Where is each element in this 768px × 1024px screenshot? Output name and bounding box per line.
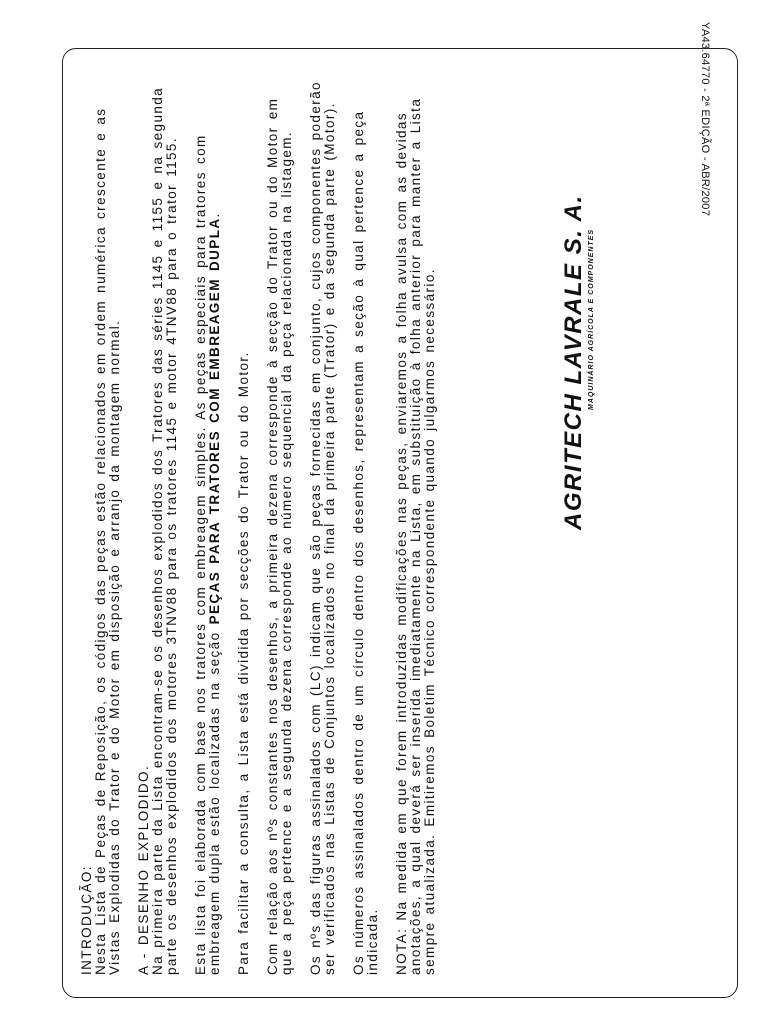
clutch-paragraph: [194, 75, 222, 975]
section-a-heading: A - DESENHO EXPLODIDO.: [136, 764, 151, 975]
circle-paragraph: Os números assinalados dentro de um círculo dentro dos desenhos, representam a seção à qual pertence a peça indicada.: [351, 110, 380, 975]
consult-paragraph: Para facilitar a consulta, a Lista está dividida por secções do Trator ou do Motor.: [236, 351, 251, 975]
brand-tagline: MAQUINÁRIO AGRÍCOLA E COMPONENTES: [588, 228, 595, 410]
note-paragraph: NOTA: Na medida em que forem introduzidas modificações nas peças, enviaremos a folha avulsa com as devidas anotações, a qual deverá ser inserida imediatamente na Lista, em substituição à folha anterior para manter a Lista sempre atualizada. Emitiremos Boletim Técnico correspondente quando julgarmos necessário.: [394, 97, 437, 975]
clutch-text-after: .: [207, 212, 222, 218]
brand-name: AGRITECH LAVRALE S. A.: [560, 194, 587, 530]
section-a-text: Na primeira parte da Lista encontram-se os desenhos explodidos dos Tratores das séries 1145 e 1155 e na segunda parte os desenhos explodidos dos motores 3TNV88 para os tratores 1145 e motor 4TNV88 para o trator 1155.: [150, 86, 179, 975]
lc-paragraph: Os nºs das figuras assinalados com (LC) indicam que são peças fornecidas em conjunto, cujos componentes poderão ser verificados nas Listas de Conjuntos localizados no final da primeira parte (Trator) e da segunda parte (Motor).: [308, 81, 337, 975]
numbers-paragraph: Com relação aos nºs constantes nos desenhos, a primeira dezena corresponde à secção do Trator ou do Motor em que a peça pertence e a segunda dezena corresponde ao número sequencial da peça relacionada na listagem.: [265, 97, 294, 975]
intro-text: Nesta Lista de Peças de Reposição, os códigos das peças estão relacionados em ordem numérica crescente e as Vistas Explodidas do Trator e do Motor em disposição e arranjo da montagem normal.: [93, 107, 122, 975]
rotated-content: [80, 75, 500, 975]
document-code: YA43.64770 - 2ª EDIÇÃO - ABR/2007: [699, 22, 711, 217]
intro-heading: INTRODUÇÃO:: [79, 865, 94, 975]
brand-logo: [560, 170, 598, 530]
clutch-text-before: Esta lista foi elaborada com base nos tratores com embreagem simples. As peças especiais para tratores com embreagem dupla estão localizadas na seção: [193, 134, 222, 975]
clutch-bold: PEÇAS PARA TRATORES COM EMBREAGEM DUPLA: [207, 217, 222, 625]
